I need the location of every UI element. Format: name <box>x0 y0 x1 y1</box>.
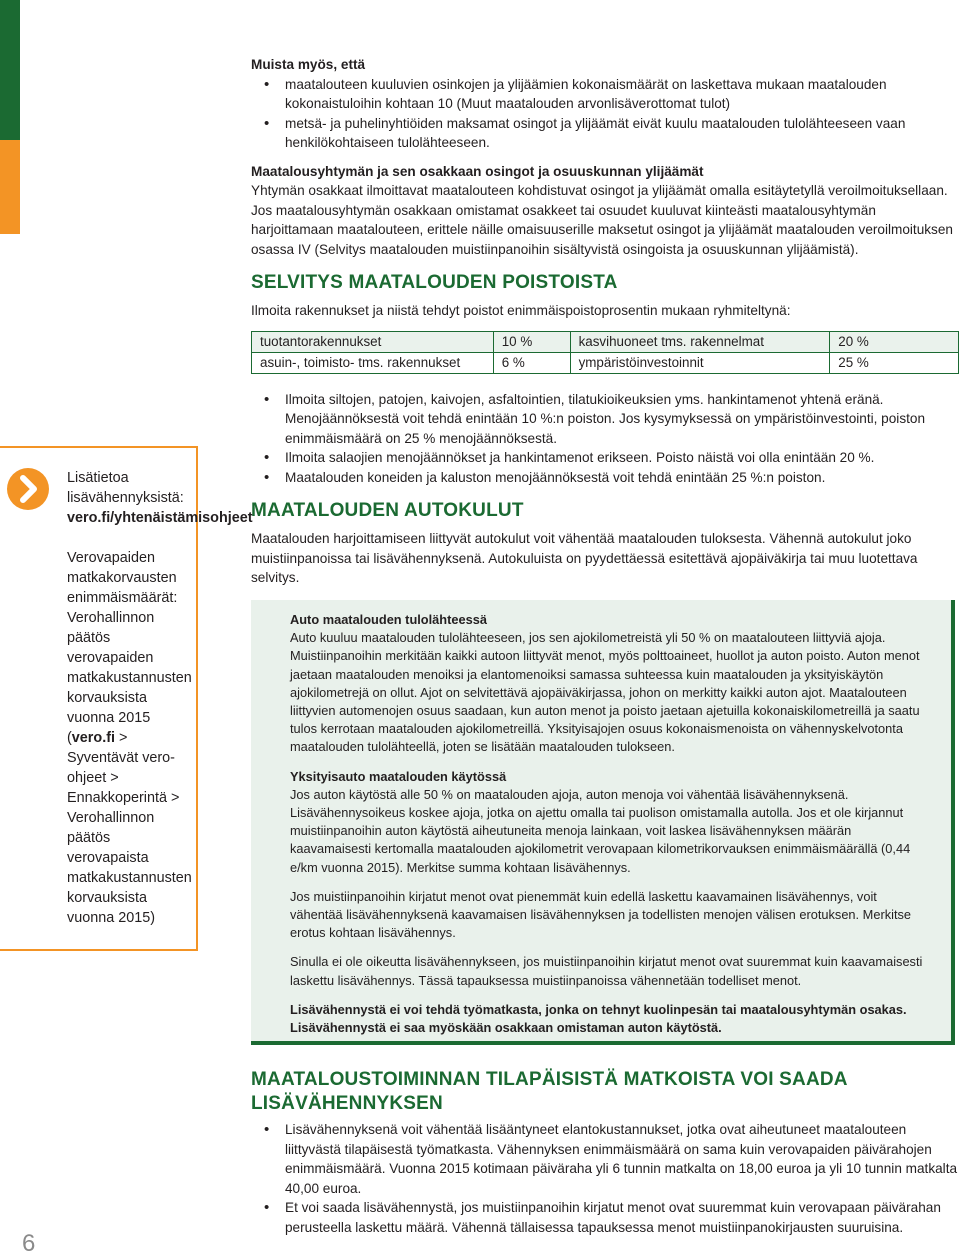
box-heading-1: Auto maatalouden tulolähteessä <box>290 612 487 627</box>
table-row <box>252 331 959 352</box>
orange-edge-bar <box>0 140 20 234</box>
depreciation-table <box>251 331 959 374</box>
partnership-heading: Maatalousyhtymän ja sen osakkaan osingot ja osuuskunnan ylijäämät <box>251 163 704 179</box>
sidebar-line: Verovapaiden matkakorvausten enimmäismäärät: Verohallinnon päätös verovapaiden matkakustannusten korvauksista vuonna 2015 ( <box>67 550 192 746</box>
depreciation-bullet: • Ilmoita salaojien menojäännökset ja hankintamenot erikseen. Poisto näistä voi olla enintään 20 %. <box>251 448 959 468</box>
sidebar-line: Lisätietoa lisävähennyksistä: <box>67 470 184 506</box>
sidebar-line: > Syventävät vero-ohjeet > Ennakkoperintä > Verohallinnon päätös verovapaista matkakustannusten korvauksista vuonna 2015) <box>67 730 192 926</box>
green-edge-bar <box>0 0 20 140</box>
depreciation-bullet: • Ilmoita siltojen, patojen, kaivojen, asfaltointien, tilatukioikeuksien yms. hankintamenot yhtenä eränä. Menojäännöksestä voit tehdä enintään 10 %:n poiston. Jos kysymyksessä on ympäristöinvestointi, poiston enimmäismäärä on 25 % menojäännöksestä. <box>251 390 959 449</box>
depreciation-title: SELVITYS MAATALOUDEN POISTOISTA <box>251 272 618 293</box>
info-sidebar <box>0 446 253 951</box>
trips-bullet: • Lisävähennyksenä voit vähentää lisääntyneet elantokustannukset, jotka ovat aiheutuneet maatalouteen liittyvästä tilapäisestä työmatkasta. Vähennyksen enimmäismäärä on sama kuin verovapaiden päivärahojen enimmäismäärä. Vuonna 2015 kotimaan päiväraha yli 6 tunnin matkalta on 18,00 euroa ja yli 10 tunnin matkalta 40,00 euroa. <box>251 1120 959 1198</box>
table-cell: 25 % <box>830 352 959 373</box>
intro-heading: Muista myös, että <box>251 57 366 72</box>
box-paragraph-bold: Lisävähennystä ei voi tehdä työmatkasta, jonka on tehnyt kuolinpesän tai maatalousyhtymän osakas. Lisävähennystä ei saa myöskään osakkaan omistaman auton käytöstä. <box>290 1001 907 1036</box>
depreciation-bullet-list <box>251 390 959 488</box>
carcosts-text: Maatalouden harjoittamiseen liittyvät autokulut voit vähentää maatalouden tuloksesta. Vähennä autokulut joko muistiinpanoissa tai lisävähennyksenä. Autokuluista on pyydettäessä esitettävä ajopäiväkirja tai muu luotettava selvitys. <box>251 531 918 585</box>
box-paragraph: Sinulla ei ole oikeutta lisävähennykseen, jos muistiinpanoihin kirjatut menot ovat suuremmat kuin kaavamaisesti laskettu lisävähennys. Tässä tapauksessa muistiinpanoissa vähennetään todelliset menot. <box>290 954 923 988</box>
partnership-text: Yhtymän osakkaat ilmoittavat maatalouteen kohdistuvat osingot ja ylijäämät omalla esitäytetyllä veroilmoituksellaan. Jos maatalousyhtymän osakkaan omistamat osakkeet tai osuudet kuuluvat kiinteästi maatalousyhtymän harjoittamaan maatalouteen, erittele näille omaisuuserille maksetut osingot ja ylijäämät maatalouden veroilmoituksen osassa IV (Selvitys maatalouden muistiinpanoihin sisältyvistä osingoista ja osuuskunnan ylijäämistä). <box>251 183 953 257</box>
page-number: 6 <box>22 1230 36 1257</box>
sidebar-link[interactable]: vero.fi <box>71 730 115 746</box>
main-column <box>251 55 959 588</box>
table-cell: 6 % <box>493 352 570 373</box>
table-cell: 20 % <box>830 331 959 352</box>
table-cell: 10 % <box>493 331 570 352</box>
trips-bullet: • Et voi saada lisävähennystä, jos muistiinpanoihin kirjatut menot ovat suuremmat kuin verovapaan päivärahan perusteella laskettu määrä. Vähennä tällaisessa tapauksessa menot muistiinpanokirjausten suuruisina. <box>251 1198 959 1237</box>
trips-bullet-list <box>251 1120 959 1237</box>
carcosts-title: MAATALOUDEN AUTOKULUT <box>251 500 524 521</box>
depreciation-bullet: • Maatalouden koneiden ja kaluston menojäännöksestä voit tehdä enintään 25 %:n poiston. <box>251 468 959 488</box>
intro-bullet: • metsä- ja puhelinyhtiöiden maksamat osingot ja ylijäämät eivät kuulu maatalouden tulolähteeseen vaan henkilökohtaiseen tulolähteeseen. <box>251 114 959 153</box>
depreciation-intro: Ilmoita rakennukset ja niistä tehdyt poistot enimmäispoistoprosentin mukaan ryhmiteltynä: <box>251 303 791 318</box>
sidebar-link[interactable]: vero.fi/yhtenäistämisohjeet <box>67 510 253 526</box>
trips-section <box>251 1068 959 1237</box>
trips-title: MAATALOUSTOIMINNAN TILAPÄISISTÄ MATKOISTA VOI SAADA LISÄVÄHENNYKSEN <box>251 1069 848 1114</box>
box-paragraph: Jos muistiinpanoihin kirjatut menot ovat pienemmät kuin edellä laskettu kaavamainen lisävähennys, voit vähentää lisävähennyksenä kaavamaisen lisävähennyksen ja todellisten menojen välisen erotuksen. Merkitse erotus kohtaan lisävähennys. <box>290 888 912 941</box>
table-cell: asuin-, toimisto- tms. rakennukset <box>252 352 494 373</box>
box-paragraph: Auto kuuluu maatalouden tulolähteeseen, jos sen ajokilometreistä yli 50 % on maatalouteen liittyviä ajoja. Muistiinpanoihin merkitään kaikki autoon liittyvät menot, myös polttoaineet, huollot ja auton poisto. Auton menot jaetaan maatalouden menoiksi ja elantomenoiksi samassa suhteessa kuin maatalouden ja yksityiskäytön ajokilometrejä on ollut. Ajot on selvitettävä ajopäiväkirjassa, johon on merkitty kaikki auton ajot. Maatalouteen liittyvien automenojen osuus saadaan, kun auton menot ja poisto jaetaan ajetuilla kokonaiskilometreillä ja saatu tulos kerrotaan maatalouden ajokilometreillä. Yksityisajojen osuus kokonaismenoista on vähennyskelvotonta maatalouden tulolähteellä, joten se lisätään maatalouden tulokseen. <box>290 630 920 755</box>
box-paragraph: Jos auton käytöstä alle 50 % on maatalouden ajoja, auton menoja voi vähentää lisävähennyksenä. Lisävähennysoikeus koskee ajoja, jotka on ajettu omalla tai puolison omistamalla autolla. Jos et ole kirjannut muistiinpanoihin auton käytöstä aiheutuneita menoja lainkaan, voit laskea lisävähennyksen määrän kaavamaisesti kertomalla maatalouden ajokilometrit verovapaan kilometrikorvauksen enimmäismäärällä (0,44 e/km vuonna 2015). Merkitse summa kohtaan lisävähennys. <box>290 786 911 875</box>
table-cell: ympäristöinvestoinnit <box>570 352 830 373</box>
sidebar-text <box>67 468 253 928</box>
table-cell: kasvihuoneet tms. rakennelmat <box>570 331 830 352</box>
intro-bullet: • maatalouteen kuuluvien osinkojen ja ylijäämien kokonaismäärät on laskettava mukaan maatalouden kokonaistuloihin kohtaan 10 (Muut maatalouden arvonlisäverottomat tulot) <box>251 75 959 114</box>
car-info-box-content <box>290 611 928 1037</box>
car-info-box <box>251 600 955 1045</box>
intro-bullet-list <box>251 75 959 153</box>
table-row <box>252 352 959 373</box>
arrow-right-icon <box>7 468 49 510</box>
box-heading-2: Yksityisauto maatalouden käytössä <box>290 768 507 784</box>
table-cell: tuotantorakennukset <box>252 331 494 352</box>
